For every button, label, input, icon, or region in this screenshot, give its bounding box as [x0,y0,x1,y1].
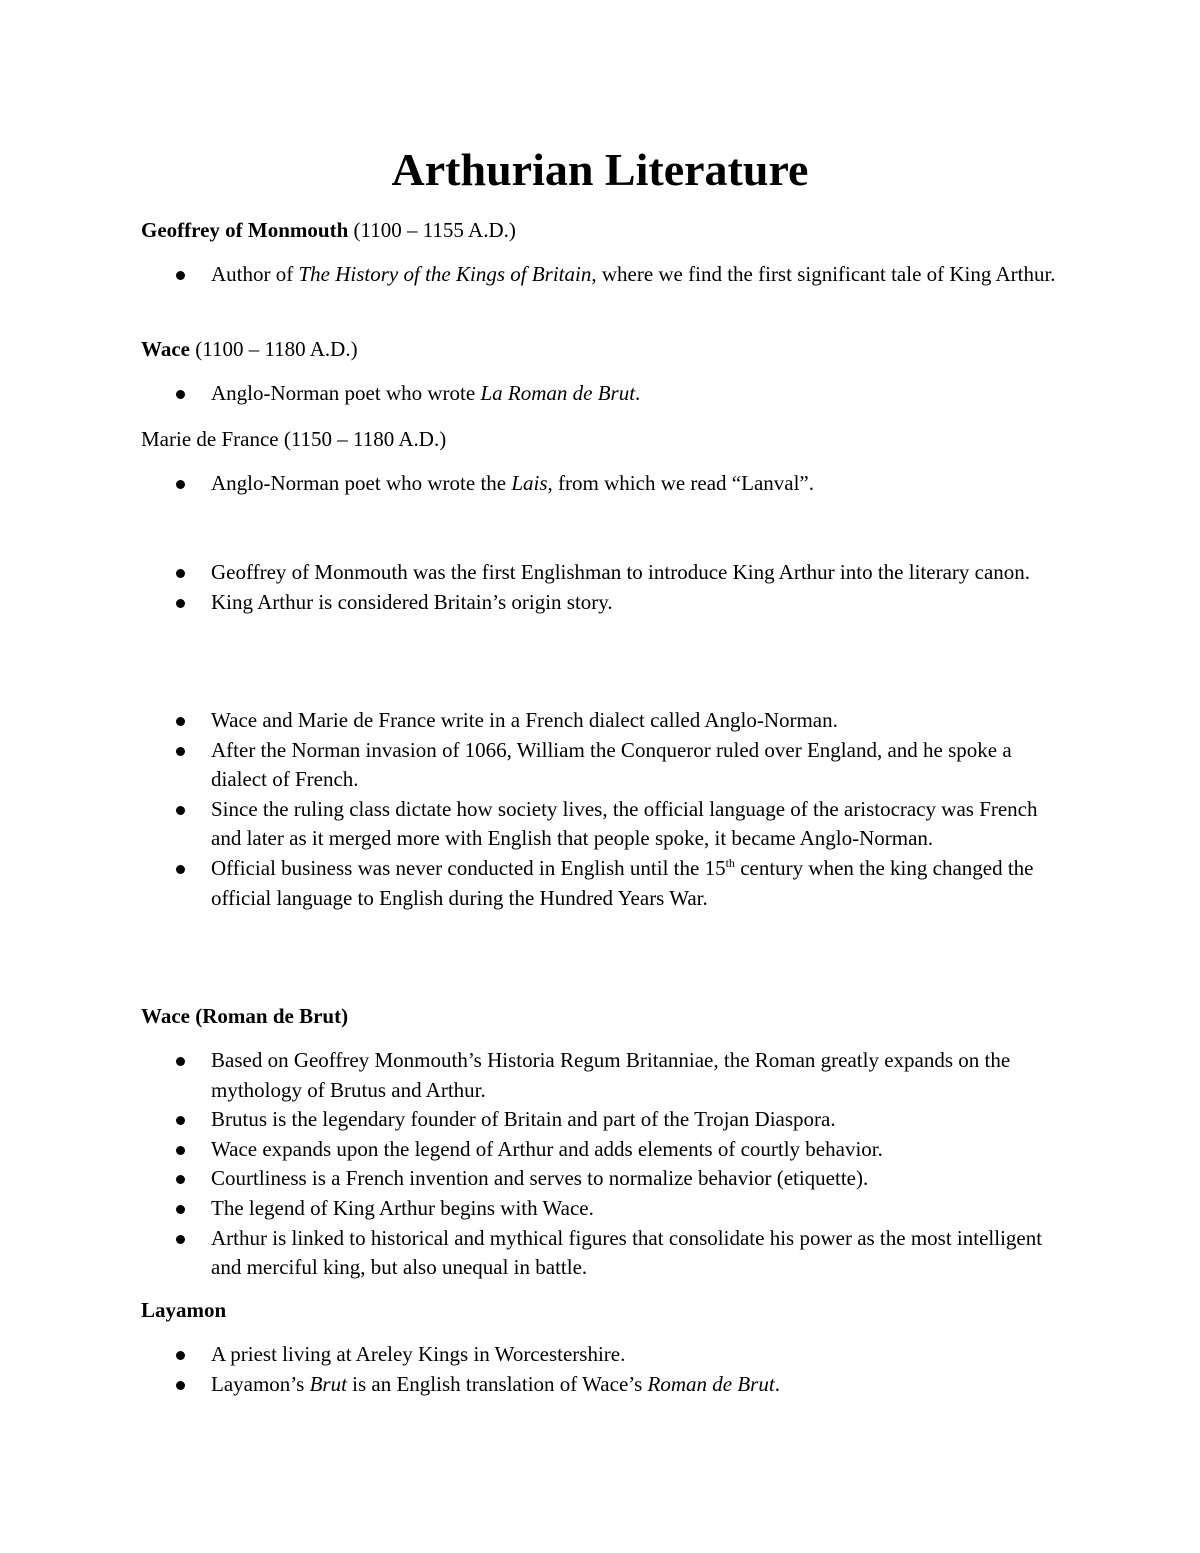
list-item: Geoffrey of Monmouth was the first Englishman to introduce King Arthur into the literary canon. [0,558,1071,588]
list-item: The legend of King Arthur begins with Wace. [0,1194,1071,1224]
wace-dates: (1100 – 1180 A.D.) [195,337,358,361]
wace-name: Wace [141,337,190,361]
layamon-heading: Layamon [141,1298,227,1322]
list-item: Arthur is linked to historical and mythical figures that consolidate his power as the most intelligent and merciful king, but also unequal in battle. [0,1224,1071,1283]
notes-list-2 [0,706,1100,913]
book-title: The History of the Kings of Britain [298,262,592,286]
book-title: Brut [309,1371,347,1396]
page-title: Arthurian Literature [391,144,809,195]
geoffrey-list [0,260,1100,290]
list-item: Courtliness is a French invention and serves to normalize behavior (etiquette). [0,1164,1071,1194]
list-item: Brutus is the legendary founder of Britain and part of the Trojan Diaspora. [0,1105,1071,1135]
list-item: Anglo-Norman poet who wrote La Roman de Brut. [0,379,1071,409]
layamon-list [0,1340,1100,1399]
geoffrey-dates: (1100 – 1155 A.D.) [353,218,516,242]
list-item: After the Norman invasion of 1066, William the Conqueror ruled over England, and he spoke a dialect of French. [0,736,1071,795]
list-item: Wace and Marie de France write in a French dialect called Anglo-Norman. [0,706,1071,736]
wace-brut-heading: Wace (Roman de Brut) [141,1004,349,1028]
book-title: La Roman de Brut [480,381,636,405]
book-title: Roman de Brut [647,1371,775,1396]
list-item: Since the ruling class dictate how society lives, the official language of the aristocracy was French and later as it merged more with English that people spoke, it became Anglo-Norman. [0,795,1071,854]
book-title: Lais [511,471,548,495]
list-item: Wace expands upon the legend of Arthur and adds elements of courtly behavior. [0,1135,1071,1165]
list-item: Layamon’s Brut is an English translation of Wace’s Roman de Brut. [0,1370,1071,1400]
ordinal-suffix: th [725,855,735,870]
geoffrey-name: Geoffrey of Monmouth [141,218,349,242]
list-item: Anglo-Norman poet who wrote the Lais, from which we read “Lanval”. [0,469,1071,499]
list-item: King Arthur is considered Britain’s origin story. [0,588,1071,618]
marie-list [0,469,1100,499]
marie-heading: Marie de France (1150 – 1180 A.D.) [141,427,447,451]
geoffrey-heading [141,215,516,245]
wace-brut-list [0,1046,1100,1283]
list-item: Based on Geoffrey Monmouth’s Historia Regum Britanniae, the Roman greatly expands on the mythology of Brutus and Arthur. [0,1046,1071,1105]
wace-heading [141,334,358,364]
list-item: Official business was never conducted in English until the 15th century when the king changed the official language to English during the Hundred Years War. [0,854,1071,913]
notes-list-1 [0,558,1100,617]
wace-list [0,379,1100,409]
list-item: Author of The History of the Kings of Britain, where we find the first significant tale of King Arthur. [0,260,1071,290]
list-item: A priest living at Areley Kings in Worcestershire. [0,1340,1071,1370]
